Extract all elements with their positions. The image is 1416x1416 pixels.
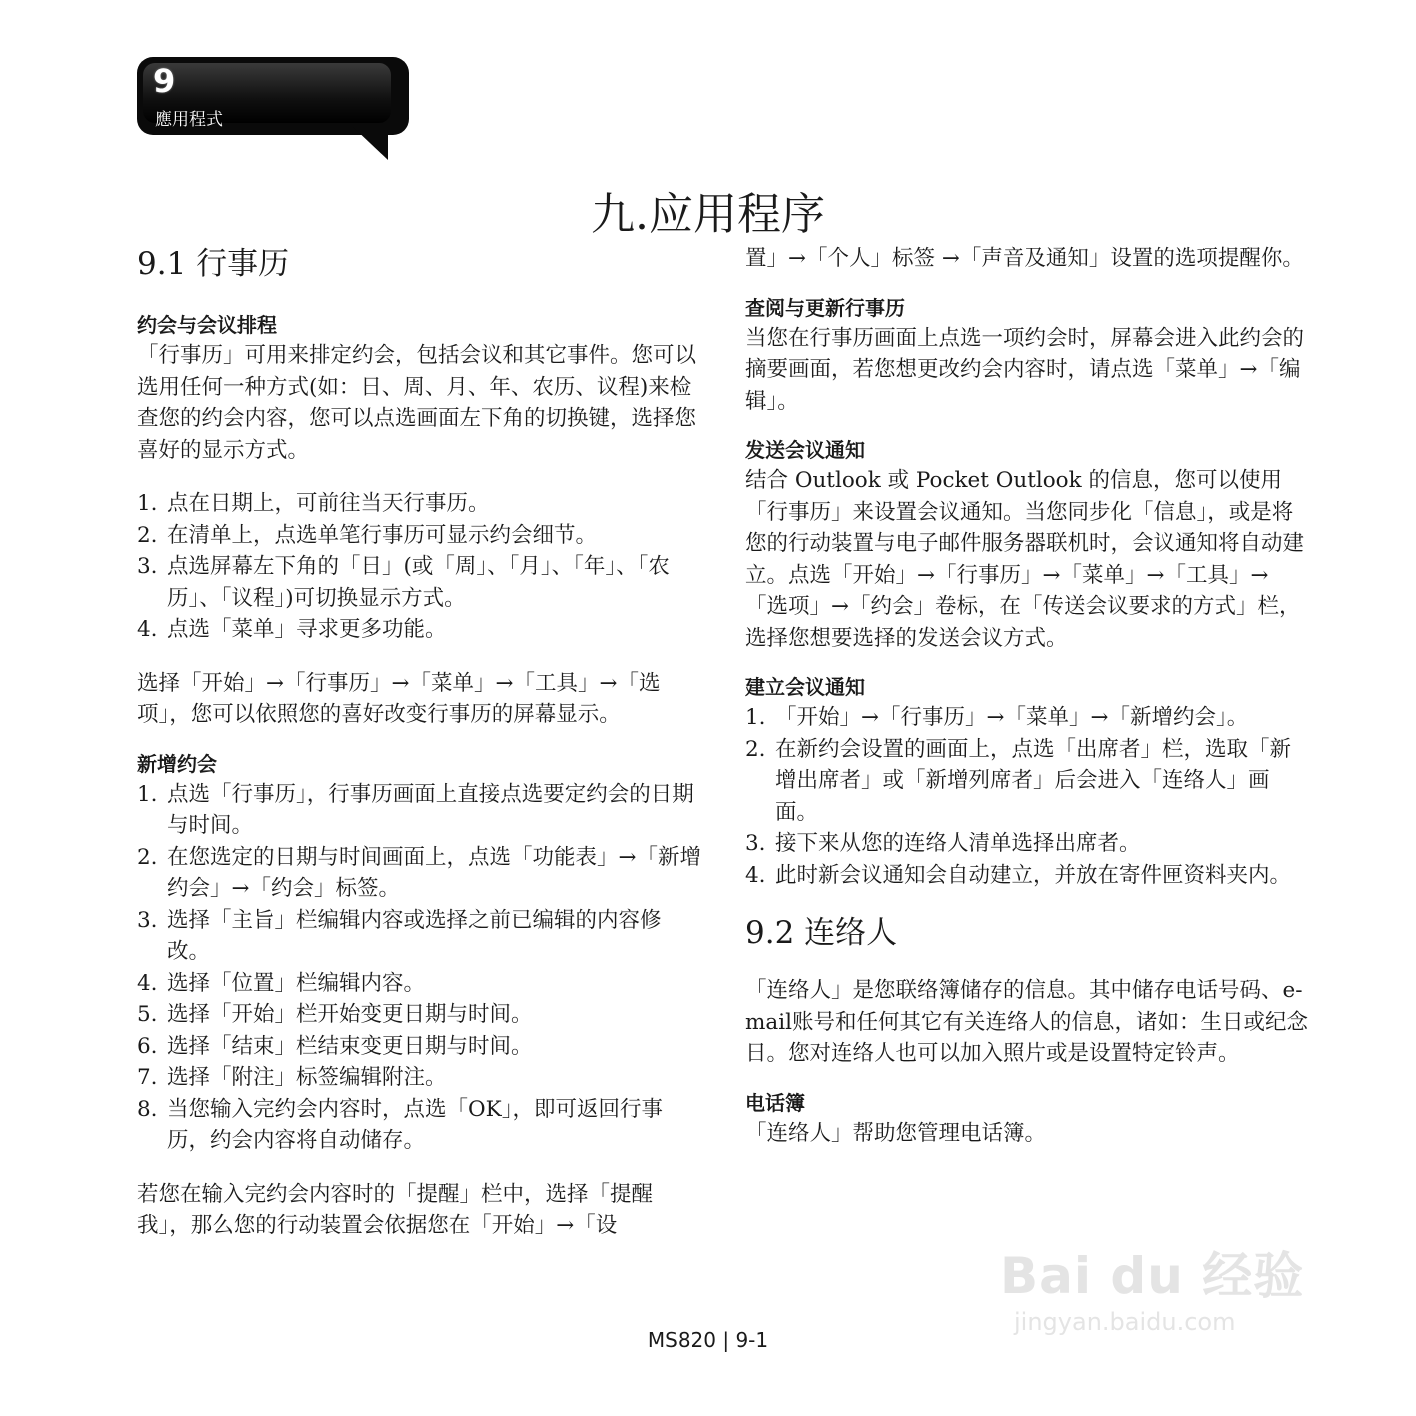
right-column: [745, 243, 1311, 1149]
watermark-url: jingyan.baidu.com: [1014, 1308, 1236, 1336]
page-footer: MS820 | 9-1: [647, 1328, 769, 1352]
subheading-view-update: 查阅与更新行事历: [745, 295, 905, 320]
list-item: 8. 当您输入完约会内容时，点选「OK」，即可返回行事历，约会内容将自动储存。: [137, 1096, 663, 1153]
paragraph-contacts-intro: 「连络人」是您联络簿储存的信息。其中储存电话号码、e-mail账号和任何其它有关连络人的信息，诸如：生日或纪念日。您对连络人也可以加入照片或是设置特定铃声。: [745, 978, 1308, 1066]
section-title-contacts: 9.2 连络人: [745, 915, 898, 951]
subheading-send-meeting: 发送会议通知: [745, 438, 865, 462]
list-item: 1. 点选「行事历」，行事历画面上直接点选要定约会的日期与时间。: [137, 781, 694, 838]
list-item: 1. 点在日期上，可前往当天行事历。: [137, 491, 490, 516]
paragraph-reminder-continued: 置」→「个人」标签 →「声音及通知」设置的选项提醒你。: [745, 246, 1304, 271]
list-item: 1. 「开始」→「行事历」→「菜单」→「新增约会」。: [745, 705, 1249, 730]
list-item: 3. 接下来从您的连络人清单选择出席者。: [745, 831, 1141, 856]
list-item: 2. 在新约会设置的画面上，点选「出席者」栏，选取「新增出席者」或「新增列席者」后会进入「连络人」画面。: [745, 736, 1292, 825]
list-create-meeting: [745, 702, 1311, 891]
paragraph-phonebook: 「连络人」帮助您管理电话簿。: [745, 1120, 1047, 1146]
left-column: [137, 244, 703, 1242]
chapter-number: 9: [153, 62, 176, 100]
section-title-calendar: 9.1 行事历: [137, 246, 290, 282]
chapter-label: 應用程式: [155, 110, 223, 130]
subheading-new-appointment: 新增约会: [137, 751, 217, 776]
paragraph-calendar-options: 选择「开始」→「行事历」→「菜单」→「工具」→「选项」，您可以依照您的喜好改变行事历的屏幕显示。: [137, 670, 661, 727]
paragraph-reminder: 若您在输入完约会内容时的「提醒」栏中，选择「提醒我」，那么您的行动装置会依据您在「开始」→「设: [137, 1181, 654, 1238]
subheading-create-meeting: 建立会议通知: [745, 675, 865, 699]
list-item: 3. 点选屏幕左下角的「日」(或「周」、「月」、「年」、「农历」、「议程」)可切换显示方式。: [137, 554, 670, 611]
list-item: 4. 点选「菜单」寻求更多功能。: [137, 617, 447, 642]
list-item: 4. 此时新会议通知会自动建立，并放在寄件匣资料夹内。: [745, 862, 1292, 888]
paragraph-send-meeting: 结合 Outlook 或 Pocket Outlook 的信息，您可以使用「行事历」来设置会议通知。当您同步化「信息」，或是将您的行动装置与电子邮件服务器联机时，会议通知将自动建立。点选「开始」→「行事历」→「菜单」→「工具」→「选项」→「约会」卷标，在「传送会议要求的方式」栏，选择您想要选择的发送会议方式。: [745, 468, 1305, 651]
list-item: 2. 在清单上，点选单笔行事历可显示约会细节。: [137, 522, 598, 548]
list-calendar-views: [137, 488, 703, 646]
paragraph-calendar-intro: 「行事历」可用来排定约会，包括会议和其它事件。您可以选用任何一种方式(如：日、周、月、年、农历、议程)来检查您的约会内容，您可以点选画面左下角的切换键，选择您喜好的显示方式。: [137, 343, 697, 463]
watermark-logo: Bai du 经验: [1000, 1247, 1305, 1305]
subheading-phonebook: 电话簿: [745, 1090, 805, 1115]
list-item: 6. 选择「结束」栏结束变更日期与时间。: [137, 1033, 533, 1059]
list-item: 7. 选择「附注」标签编辑附注。: [137, 1065, 447, 1090]
list-item: 5. 选择「开始」栏开始变更日期与时间。: [137, 1002, 533, 1027]
list-item: 4. 选择「位置」栏编辑内容。: [137, 970, 426, 996]
list-item: 3. 选择「主旨」栏编辑内容或选择之前已编辑的内容修改。: [137, 907, 662, 964]
chapter-tab-pointer: [352, 126, 388, 160]
page-title: 九.应用程序: [591, 189, 825, 240]
paragraph-view-update: 当您在行事历画面上点选一项约会时，屏幕会进入此约会的摘要画面，若您想更改约会内容时，请点选「菜单」→「编辑」。: [745, 325, 1305, 414]
subheading-scheduling: 约会与会议排程: [137, 313, 277, 337]
list-item: 2. 在您选定的日期与时间画面上，点选「功能表」→「新增约会」→「约会」标签。: [137, 844, 702, 901]
list-new-appointment: [137, 779, 703, 1157]
